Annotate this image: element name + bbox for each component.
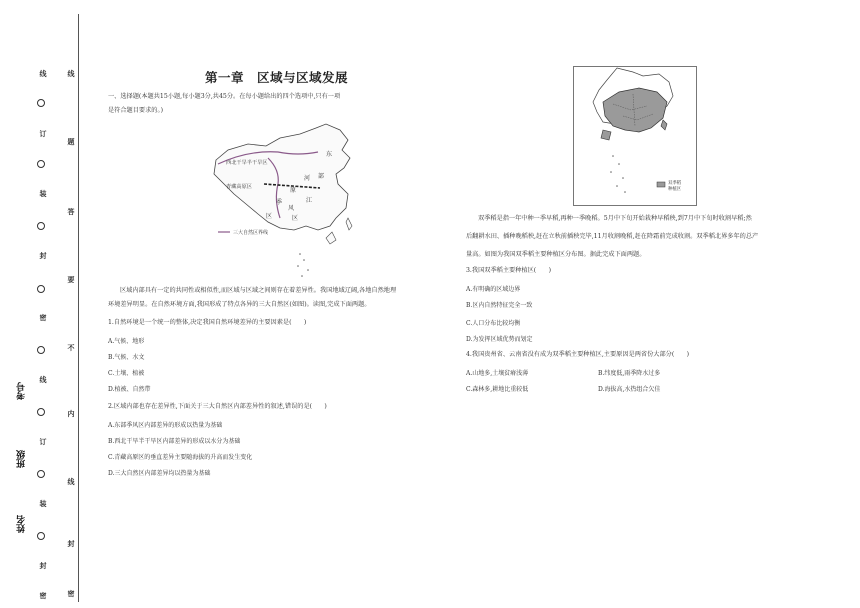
passage2-line: 量高。如图为我国双季稻主要种植区分布图。据此完成下面两题。 — [466, 251, 646, 258]
hainan-island — [326, 232, 336, 244]
binding-hole — [37, 222, 45, 230]
south-sea-islands — [297, 253, 309, 277]
margin-label: 线 — [39, 376, 48, 383]
chapter-title: 第一章 区域与区域发展 — [205, 70, 349, 85]
binding-margin — [0, 0, 80, 608]
map1-label: 原 — [290, 187, 297, 194]
margin-label: 封 — [39, 562, 48, 569]
question-1-option[interactable]: A.气候、地形 — [108, 338, 145, 345]
passage1-line: 环境差异明显。在自然环境方面,我国形成了特点各异的三大自然区(如图)。读图,完成下面两题。 — [108, 301, 371, 308]
double-rice-area-map — [573, 66, 697, 206]
binding-hole — [37, 346, 45, 354]
question-3-option[interactable]: D.为发挥区域优势而划定 — [466, 336, 533, 343]
map1-label-northwest: 西北干旱半干旱区 — [226, 160, 268, 166]
question-3-option[interactable]: A.有明确的区域边界 — [466, 286, 521, 293]
binding-line — [78, 14, 79, 602]
map1-label: 区 — [266, 213, 273, 220]
margin-label: 答 — [67, 208, 76, 215]
question-4-option[interactable]: B.纬度低,雨季降水过多 — [598, 370, 661, 377]
class-field-label: 班级 — [17, 450, 27, 468]
binding-hole — [37, 285, 45, 293]
map1-label: 季 — [276, 199, 283, 206]
map1-label-qingzang: 青藏高原区 — [226, 184, 252, 190]
map1-label: 区 — [292, 215, 299, 222]
map1-legend: 三大自然区界线 — [233, 230, 269, 236]
margin-label: 线 — [39, 70, 48, 77]
exam-number-field-label: 考号 — [17, 382, 27, 400]
passage2-line: 双季稻是指一年中种一季早稻,再种一季晚稻。5月中下旬开始栽种早稻秧,到7月中下旬时收割早稻;然 — [478, 215, 752, 222]
margin-label: 线 — [67, 70, 76, 77]
passage2-line: 后翻耕水田、插种晚稻秧,赶在立秋前插秧完毕,11月收割晚稻,赶在降霜前完成收割。双季稻北界多年的总产 — [466, 233, 759, 240]
question-2-option[interactable]: B.西北干旱半干旱区内部差异的形成以水分为基础 — [108, 438, 241, 445]
map2-legend: 种植区 — [668, 187, 682, 192]
question-3-stem: 3.我国双季稻主要种植区( ) — [466, 267, 551, 274]
question-2-option[interactable]: C.青藏高原区的垂直差异主要随海拔的升高而发生变化 — [108, 454, 253, 461]
margin-label: 封 — [39, 252, 48, 259]
binding-hole — [37, 532, 45, 540]
taiwan-island — [346, 218, 352, 230]
map1-label: 江 — [306, 197, 313, 204]
map1-label: 部 — [318, 173, 325, 180]
margin-label: 不 — [67, 344, 76, 351]
margin-label: 密 — [67, 590, 76, 597]
margin-label: 内 — [67, 410, 76, 417]
margin-label: 装 — [39, 500, 48, 507]
margin-label: 订 — [39, 438, 48, 445]
margin-label: 题 — [67, 138, 76, 145]
binding-hole — [37, 470, 45, 478]
question-3-option[interactable]: B.区内自然特征完全一致 — [466, 302, 533, 309]
question-1-stem: 1.自然环境是一个统一的整体,决定我国自然环境差异的主要因素是( ) — [108, 319, 307, 326]
question-4-option[interactable]: D.海拔高,水热组合欠佳 — [598, 386, 661, 393]
question-2-option[interactable]: A.东部季风区内部差异的形成以热量为基础 — [108, 422, 223, 429]
legend-swatch — [657, 182, 665, 187]
section-intro-line: 一、选择题(本题共15小题,每小题3分,共45分。在每小题给出的四个选项中,只有一项 — [108, 93, 341, 100]
question-2-option[interactable]: D.三大自然区内部差异均以热量为基础 — [108, 470, 211, 477]
question-4-option[interactable]: A.山地多,土壤贫瘠浅薄 — [466, 370, 529, 377]
name-field-label: 姓名 — [17, 515, 27, 533]
binding-hole — [37, 408, 45, 416]
question-4-option[interactable]: C.森林多,耕地比重较低 — [466, 386, 529, 393]
question-4-stem: 4.我国贵州省、云南省没有成为双季稻主要种植区,主要原因是两省份大部分( ) — [466, 351, 690, 358]
question-1-option[interactable]: B.气候、水文 — [108, 354, 145, 361]
section-intro-line: 是符合题目要求的。) — [108, 107, 164, 114]
margin-label: 密 — [39, 314, 48, 321]
margin-label: 订 — [39, 130, 48, 137]
map1-label: 风 — [288, 205, 295, 212]
margin-label: 要 — [67, 276, 76, 283]
question-1-option[interactable]: D.植被、自然带 — [108, 386, 151, 393]
binding-hole — [37, 160, 45, 168]
margin-label: 装 — [39, 190, 48, 197]
question-1-option[interactable]: C.土壤、植被 — [108, 370, 145, 377]
margin-label: 线 — [67, 478, 76, 485]
map1-label: 河 — [304, 175, 311, 182]
binding-hole — [37, 99, 45, 107]
margin-label: 密 — [39, 592, 48, 599]
map2-legend: 双季稻 — [668, 181, 682, 186]
passage1-line: 区域内部具有一定的共同性或相似性,而区域与区域之间则存在着差异性。我国地域辽阔,各地自然地理 — [120, 287, 397, 294]
margin-label: 封 — [67, 540, 76, 547]
map1-label: 东 — [326, 151, 333, 158]
china-natural-regions-map — [208, 122, 368, 282]
hainan-island — [601, 130, 611, 140]
question-2-stem: 2.区域内部也存在差异性,下面关于三大自然区内部差异性的叙述,错误的是( ) — [108, 403, 327, 410]
china-outline — [214, 124, 350, 230]
question-3-option[interactable]: C.人口分布比较均衡 — [466, 320, 521, 327]
